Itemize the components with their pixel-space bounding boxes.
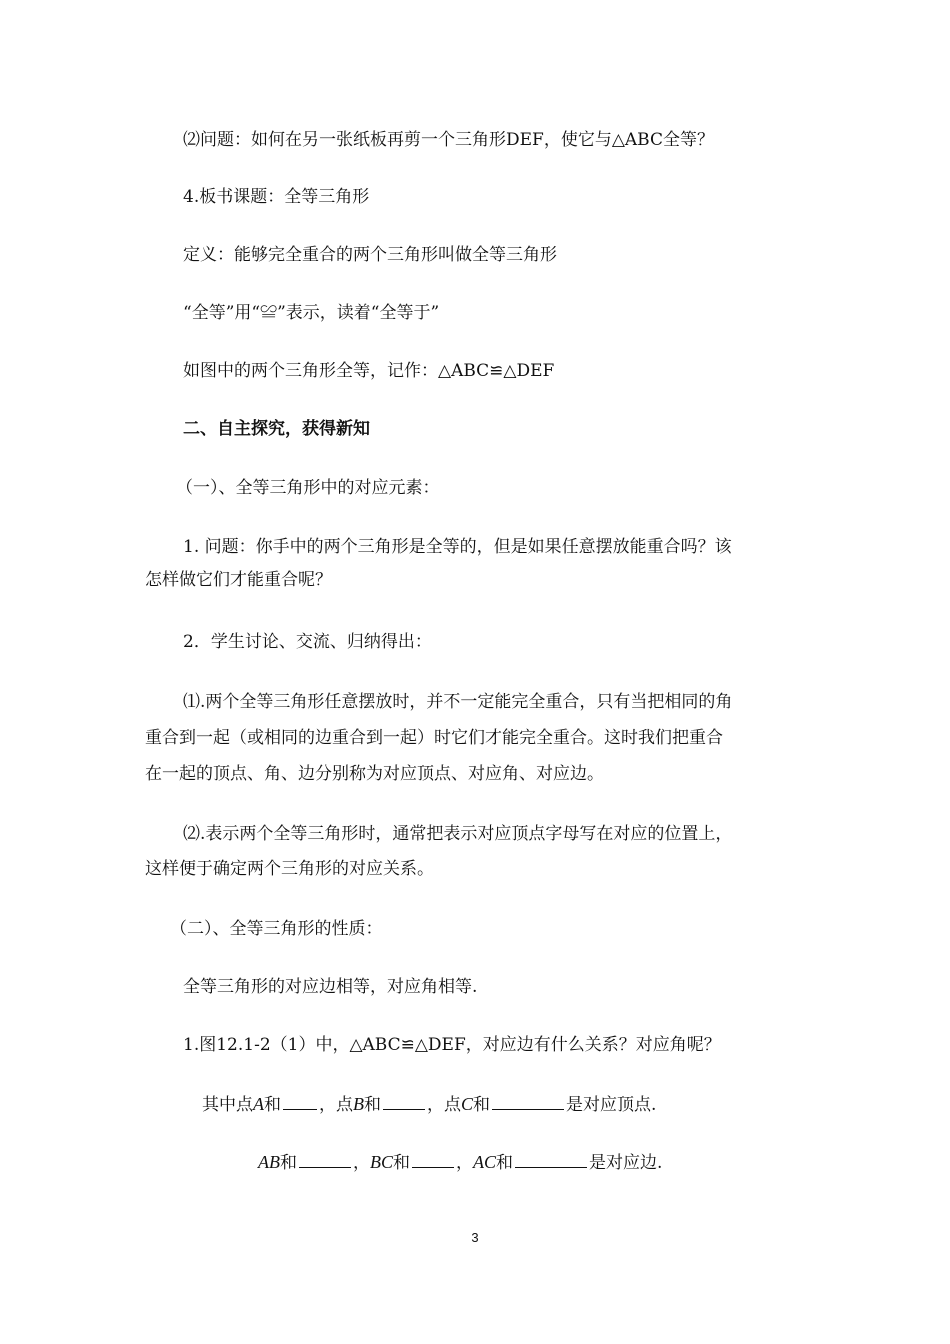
- exercise-1-text: 1.图12.1-2（1）中，△ABC≌△DEF，对应边有什么关系？对应角呢？: [183, 1035, 721, 1055]
- paragraph-1-line-2: 重合到一起（或相同的边重合到一起）时它们才能完全重合。这时我们把重合: [145, 728, 723, 748]
- section-heading: 二、自主探究，获得新知: [183, 419, 370, 439]
- sides-separator-2: ，: [456, 1153, 474, 1173]
- subsection-heading-1: （一）、全等三角形中的对应元素：: [176, 478, 440, 498]
- symbol-explanation-text: “全等”用“≌”表示，读着“全等于”: [183, 303, 440, 323]
- blank-point-b[interactable]: [383, 1091, 425, 1110]
- subsection-heading-2: （二）、全等三角形的性质：: [170, 919, 383, 939]
- vertices-and-3: 和: [473, 1095, 491, 1115]
- page-number: 3: [471, 1230, 479, 1245]
- sides-and-1: 和: [280, 1153, 297, 1173]
- paragraph-1-line-3: 在一起的顶点、角、边分别称为对应顶点、对应角、对应边。: [145, 764, 604, 784]
- sides-suffix: 是对应边.: [589, 1153, 663, 1173]
- side-ac-label: AC: [473, 1152, 497, 1172]
- notation-example-text: 如图中的两个三角形全等，记作：△ABC≌△DEF: [183, 361, 555, 381]
- sides-and-3: 和: [496, 1153, 514, 1173]
- vertices-and-1: 和: [264, 1095, 281, 1115]
- blank-side-bc[interactable]: [412, 1149, 454, 1168]
- paragraph-question-line-2: 怎样做它们才能重合呢？: [145, 570, 332, 590]
- point-c-label: C: [461, 1094, 474, 1114]
- blank-side-ac[interactable]: [515, 1149, 587, 1168]
- sides-separator-1: ，: [353, 1153, 370, 1173]
- point-b-label: B: [353, 1094, 364, 1114]
- sides-fill-in-line: [258, 1149, 662, 1175]
- side-bc-label: BC: [370, 1152, 394, 1172]
- blank-side-ab[interactable]: [299, 1149, 351, 1168]
- discussion-text: 2．学生讨论、交流、归纳得出：: [183, 632, 432, 652]
- vertices-separator-1: ，点: [319, 1095, 353, 1115]
- vertices-suffix: 是对应顶点.: [566, 1095, 657, 1115]
- vertices-fill-in-line: [202, 1091, 656, 1117]
- paragraph-2-line-1: ⑵.表示两个全等三角形时，通常把表示对应顶点字母写在对应的位置上，: [183, 824, 733, 844]
- blank-point-c[interactable]: [492, 1091, 564, 1110]
- point-a-label: A: [253, 1094, 264, 1114]
- question-2-text: ⑵问题：如何在另一张纸板再剪一个三角形DEF，使它与△ABC全等？: [183, 130, 714, 150]
- vertices-and-2: 和: [364, 1095, 381, 1115]
- definition-text: 定义：能够完全重合的两个三角形叫做全等三角形: [183, 245, 557, 265]
- vertices-prefix: 其中点: [202, 1095, 253, 1115]
- side-ab-label: AB: [258, 1152, 280, 1172]
- property-text: 全等三角形的对应边相等，对应角相等.: [183, 977, 478, 997]
- paragraph-1-line-1: ⑴.两个全等三角形任意摆放时，并不一定能完全重合，只有当把相同的角: [183, 692, 733, 712]
- blank-point-a[interactable]: [283, 1091, 317, 1110]
- vertices-separator-2: ，点: [427, 1095, 461, 1115]
- paragraph-question-line-1: 1. 问题：你手中的两个三角形是全等的，但是如果任意摆放能重合吗？该: [183, 537, 732, 557]
- sides-and-2: 和: [393, 1153, 411, 1173]
- paragraph-2-line-2: 这样便于确定两个三角形的对应关系。: [145, 859, 434, 879]
- lesson-title-text: 4.板书课题：全等三角形: [183, 187, 370, 207]
